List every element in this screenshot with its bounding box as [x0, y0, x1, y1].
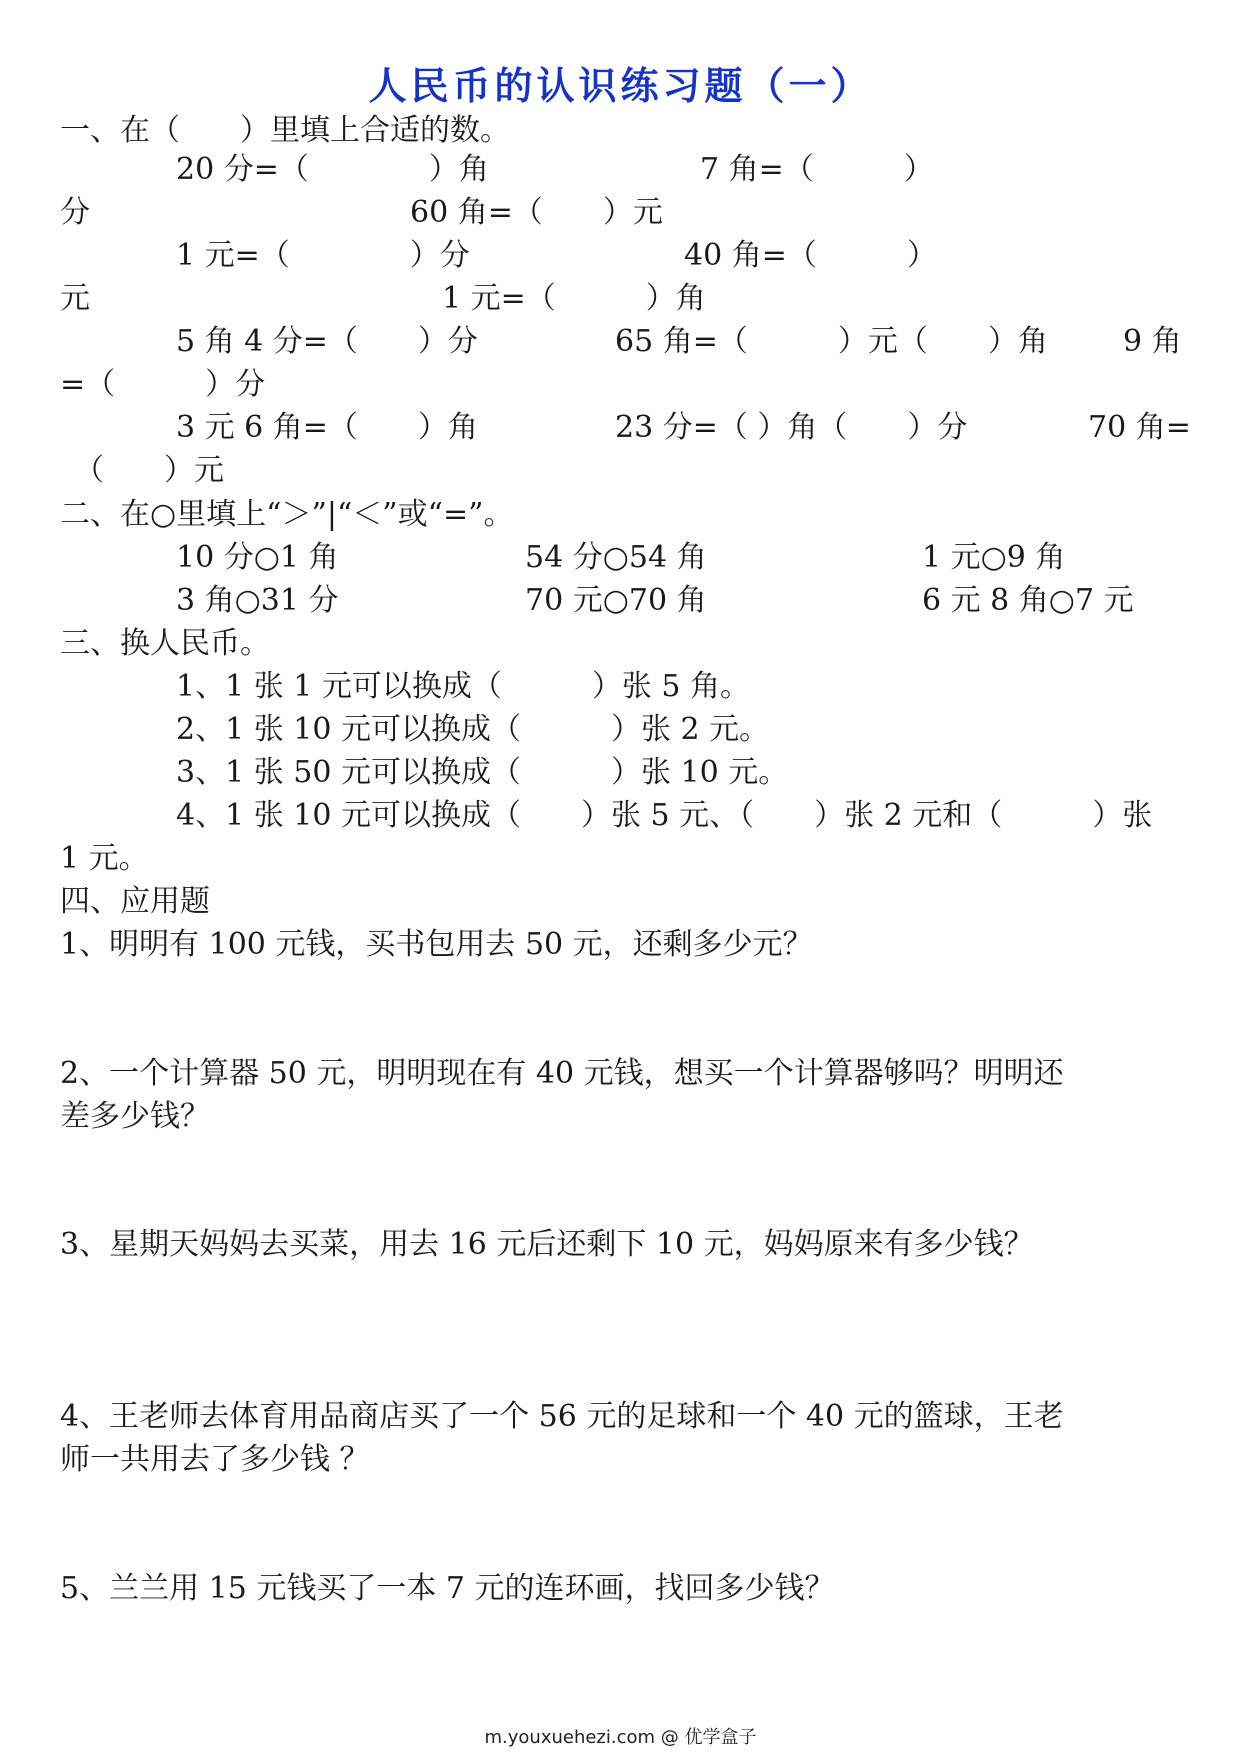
s1-item: 70 角=: [1088, 410, 1191, 445]
section1-heading: 一、在（ ）里填上合适的数。: [60, 113, 510, 148]
section4-heading: 四、应用题: [60, 884, 210, 919]
compare-item: 1 元○9 角: [922, 540, 1066, 575]
s1-item: 40 角=（ ）: [684, 238, 937, 273]
s1-item: 20 分=（ ）角: [176, 152, 489, 187]
compare-item: 6 元 8 角○7 元: [922, 583, 1134, 618]
page-title: 人民币的认识练习题（一）: [368, 63, 873, 108]
s1-item: 分: [60, 195, 90, 230]
s1-item: 5 角 4 分=（ ）分: [176, 324, 478, 359]
exchange-question: 3、1 张 50 元可以换成（ ）张 10 元。: [176, 755, 789, 790]
s1-item: 65 角=（ ）元（ ）角: [615, 324, 1048, 359]
s1-item: 23 分=（ ）角（ ）分: [615, 410, 968, 445]
compare-item: 70 元○70 角: [525, 583, 707, 618]
s1-item: 3 元 6 角=（ ）角: [176, 410, 478, 445]
section2-heading: 二、在○里填上“＞”|“＜”或“=”。: [60, 497, 514, 532]
word-problem: 4、王老师去体育用品商店买了一个 56 元的足球和一个 40 元的篮球，王老: [60, 1399, 1064, 1434]
word-problem: 2、一个计算器 50 元，明明现在有 40 元钱，想买一个计算器够吗？明明还: [60, 1056, 1064, 1091]
word-problem: 5、兰兰用 15 元钱买了一本 7 元的连环画，找回多少钱？: [60, 1571, 835, 1606]
word-problem: 3、星期天妈妈去买菜，用去 16 元后还剩下 10 元，妈妈原来有多少钱？: [60, 1227, 1034, 1262]
s1-item: 1 元=（ ）角: [442, 281, 706, 316]
compare-item: 3 角○31 分: [176, 583, 339, 618]
s1-item: 1 元=（ ）分: [176, 238, 470, 273]
word-problem: 师一共用去了多少钱 ？: [60, 1442, 370, 1477]
compare-item: 10 分○1 角: [176, 540, 339, 575]
word-problem: 1、明明有 100 元钱，买书包用去 50 元，还剩多少元？: [60, 927, 813, 962]
s1-item: （ ）元: [74, 453, 224, 488]
footer-watermark: m.youxuehezi.com @ 优学盒子: [484, 1727, 757, 1748]
s1-item: =（ ）分: [60, 367, 266, 402]
s1-item: 7 角=（ ）: [700, 152, 934, 187]
compare-item: 54 分○54 角: [525, 540, 707, 575]
s1-item: 元: [60, 281, 90, 316]
s1-item: 60 角=（ ）元: [410, 195, 663, 230]
word-problem: 差多少钱？: [60, 1099, 210, 1134]
exchange-question: 1 元。: [60, 841, 149, 876]
exchange-question: 1、1 张 1 元可以换成（ ）张 5 角。: [176, 669, 751, 704]
exchange-question: 4、1 张 10 元可以换成（ ）张 5 元、（ ）张 2 元和（ ）张: [176, 798, 1153, 833]
section3-heading: 三、换人民币。: [60, 626, 270, 661]
s1-item: 9 角: [1123, 324, 1182, 359]
exchange-question: 2、1 张 10 元可以换成（ ）张 2 元。: [176, 712, 770, 747]
